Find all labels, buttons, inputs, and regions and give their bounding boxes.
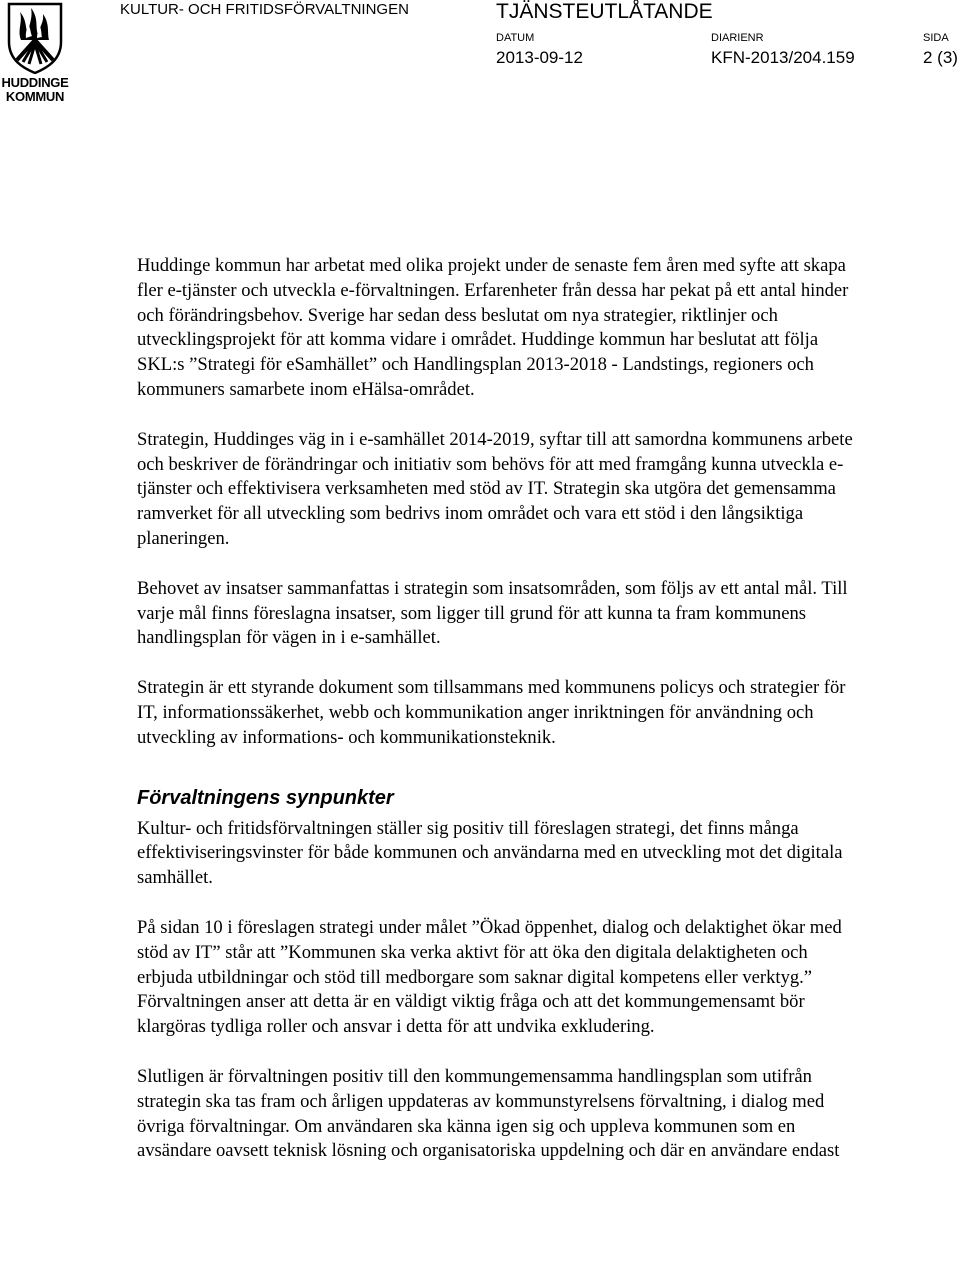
diarienr-value: KFN-2013/204.159 bbox=[711, 48, 855, 67]
body-paragraph-7: Slutligen är förvaltningen positiv till den kommungemensamma handlingsplan som utifrån strategin ska tas fram och årligen uppdateras av kommunstyrelsens förvaltning, i dialog med övriga förvaltningar. Om användaren ska känna igen sig och uppleva kommunen som en avsändare oavsett teknisk lösning och organisatoriska uppdelning och där en användare endast bbox=[137, 1065, 840, 1162]
body-paragraph-3: Behovet av insatser sammanfattas i strategin som insatsområden, som följs av ett antal mål. Till varje mål finns föreslagna insatser, som ligger till grund för att kunna ta fram kommunens handlingsplan för vägen in i e-samhället. bbox=[137, 577, 848, 649]
body-paragraph-5: Kultur- och fritidsförvaltningen ställer sig positiv till föreslagen strategi, det finns många effektiviseringsvinster för både kommunen och användarna med en utveckling mot det digitala samhället. bbox=[137, 817, 843, 889]
body-paragraph-2: Strategin, Huddinges väg in i e-samhället 2014-2019, syftar till att samordna kommunens arbete och beskriver de förändringar och initiativ som behövs för att med framgång kunna utveckla e-tjänster och effektivisera verksamheten med stöd av IT. Strategin ska utgöra det gemensamma ramverket för all utveckling som bedrivs inom området och vara ett stöd i den långsiktiga planeringen. bbox=[137, 428, 853, 549]
section-heading: Förvaltningens synpunkter bbox=[137, 786, 394, 809]
logo-text-line1: HUDDINGE bbox=[1, 75, 69, 90]
coat-of-arms-icon bbox=[7, 2, 63, 74]
logo-wordmark bbox=[0, 76, 70, 104]
date-label: DATUM bbox=[496, 32, 535, 44]
body-paragraph-1: Huddinge kommun har arbetat med olika projekt under de senaste fem åren med syfte att skapa fler e-tjänster och utveckla e-förvaltningen. Erfarenheter från dessa har pekat på ett antal hinder och förändringsbehov. Sverige har sedan dess beslutat om nya strategier, riktlinjer och utvecklingsprojekt för att komma vidare i området. Huddinge kommun har beslutat att följa SKL:s ”Strategi för eSamhället” och Handlingsplan 2013-2018 - Landstings, regioners och kommuners samarbete inom eHälsa-området. bbox=[137, 255, 849, 400]
document-body bbox=[137, 254, 857, 1189]
department-name: KULTUR- OCH FRITIDSFÖRVALTNINGEN bbox=[120, 1, 409, 18]
municipality-logo bbox=[0, 0, 70, 110]
date-value: 2013-09-12 bbox=[496, 48, 583, 67]
body-paragraph-6: På sidan 10 i föreslagen strategi under målet ”Ökad öppenhet, dialog och delaktighet ökar med stöd av IT” står att ”Kommunen ska verka aktivt för att öka den digitala delaktigheten och erbjuda utbildningar och stöd till medborgare som saknar digital kompetens eller verktyg.” Förvaltningen anser att detta är en väldigt viktig fråga och att det kommungemensamt bör klargöras tydliga roller och ansvar i detta för att undvika exkludering. bbox=[137, 916, 842, 1038]
diarienr-label: DIARIENR bbox=[711, 32, 764, 44]
body-paragraph-4: Strategin är ett styrande dokument som tillsammans med kommunens policys och strategier för IT, informationssäkerhet, webb och kommunikation anger inriktningen för användning och utveckling av informations- och kommunikationsteknik. bbox=[137, 677, 846, 748]
page-value: 2 (3) bbox=[923, 48, 958, 67]
document-type: TJÄNSTEUTLÅTANDE bbox=[496, 0, 713, 23]
logo-text-line2: KOMMUN bbox=[5, 89, 65, 104]
page-label: SIDA bbox=[923, 32, 949, 44]
